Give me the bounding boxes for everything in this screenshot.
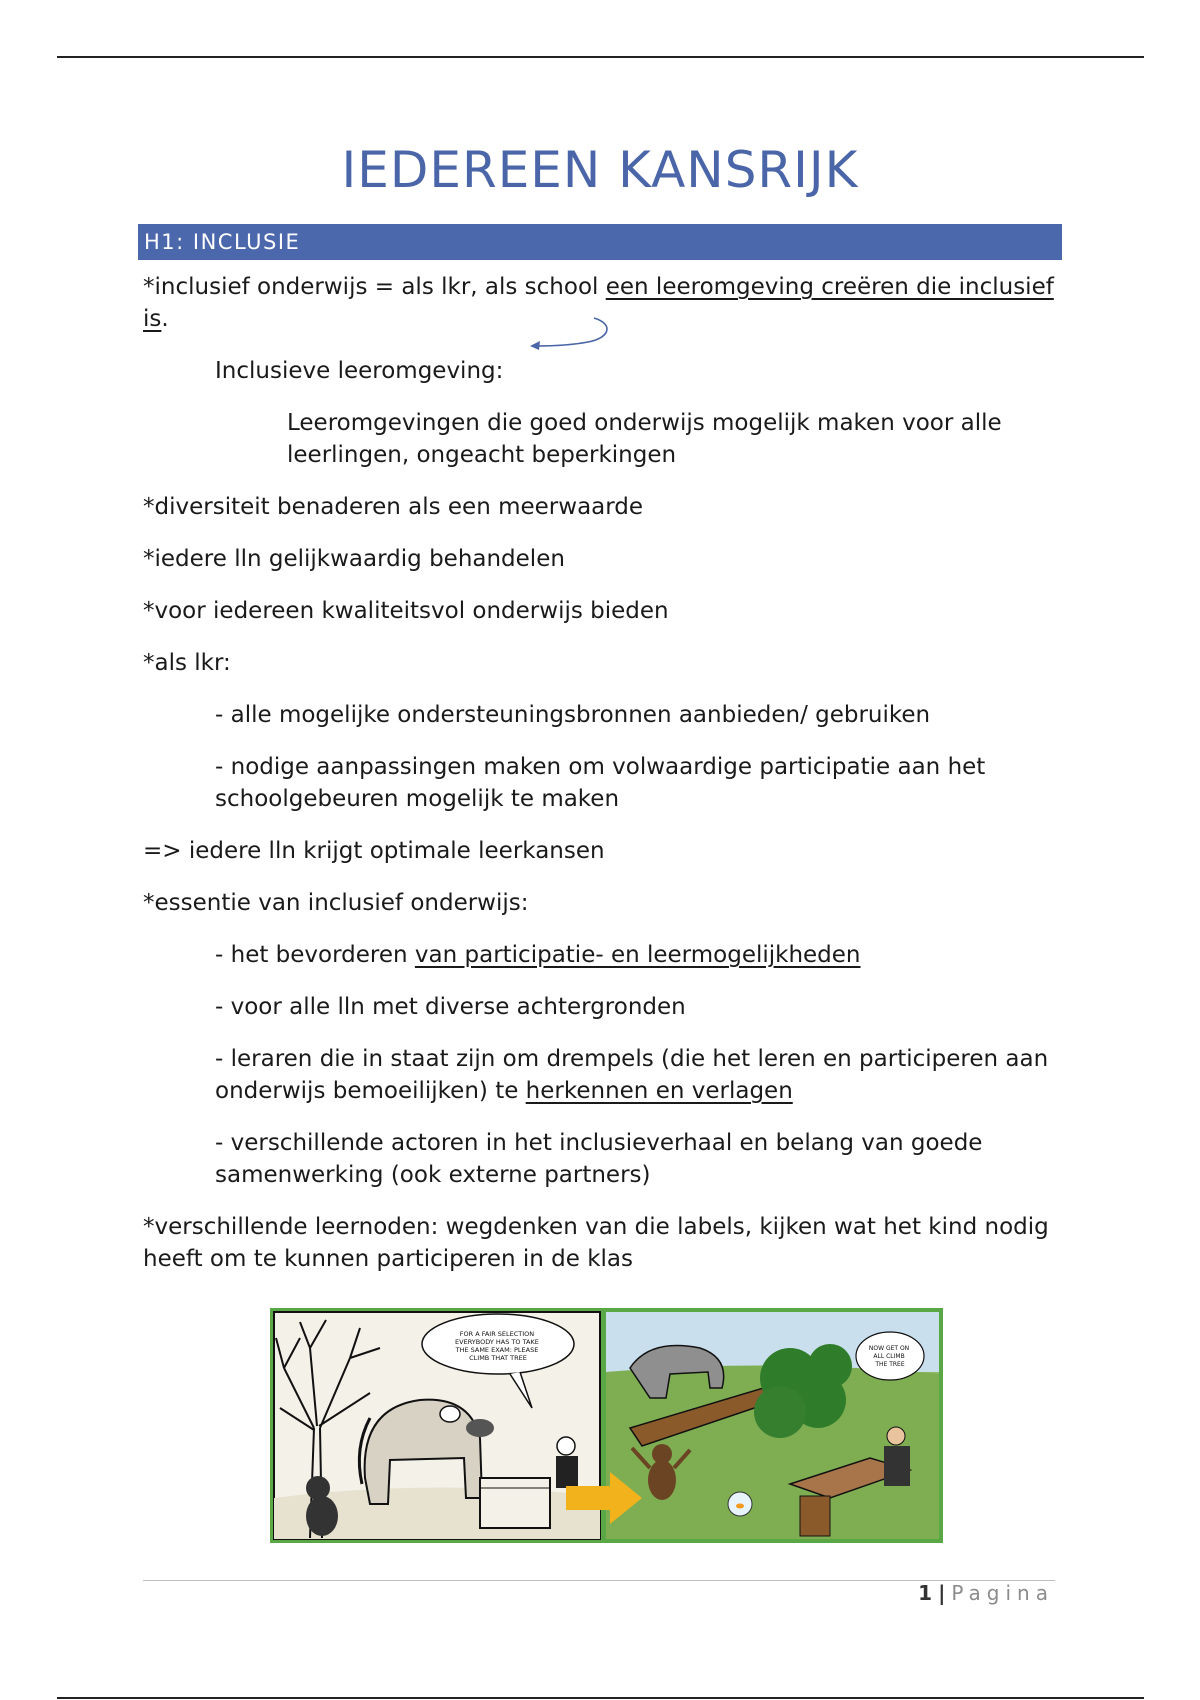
underlined-phrase: van participatie- en leermogelijkheden	[414, 942, 861, 968]
page-footer	[918, 1580, 1054, 1606]
underlined-phrase: herkennen en verlagen	[525, 1078, 793, 1104]
paragraph-conclusion: => iedere lln krijgt optimale leerkansen	[143, 838, 605, 864]
paragraph-bullet: *iedere lln gelijkwaardig behandelen	[143, 546, 565, 572]
page-separator: |	[938, 1581, 946, 1605]
paragraph-bullet: *diversiteit benaderen als een meerwaarde	[143, 494, 644, 520]
paragraph-definition: Leeromgevingen die goed onderwijs mogelijk maken voor alle leerlingen, ongeacht beperkingen	[287, 410, 1002, 468]
right-bubble-text: NOW GET ON ALL CLIMB THE TREE	[868, 1345, 910, 1368]
paragraph-dash-item: - leraren die in staat zijn om drempels (die het leren en participeren aan onderwijs bemoeilijken) te herkennen en verlagen	[215, 1046, 1049, 1104]
paragraph-bullet: *verschillende leernoden: wegdenken van die labels, kijken wat het kind nodig heeft om te kunnen participeren in de klas	[143, 1214, 1049, 1272]
header-rule	[57, 56, 1144, 58]
paragraph-bullet: *voor iedereen kwaliteitsvol onderwijs bieden	[143, 598, 669, 624]
paragraph-bullet: *essentie van inclusief onderwijs:	[143, 890, 529, 916]
paragraph-dash-item: - het bevorderen van participatie- en leermogelijkheden	[215, 942, 861, 968]
document-body	[143, 271, 1063, 1295]
bottom-rule	[57, 1697, 1144, 1699]
paragraph-dash-item: - voor alle lln met diverse achtergronden	[215, 994, 686, 1020]
paragraph-inclusief-onderwijs: *inclusief onderwijs = als lkr, als school een leeromgeving creëren die inclusief is.	[143, 274, 1054, 332]
document-title: IEDEREEN KANSRIJK	[341, 141, 859, 199]
paragraph-dash-item: - nodige aanpassingen maken om volwaardige participatie aan het schoolgebeuren mogelijk te maken	[215, 754, 986, 812]
paragraph-dash-item: - alle mogelijke ondersteuningsbronnen aanbieden/ gebruiken	[215, 702, 931, 728]
page-label: Pagina	[951, 1581, 1054, 1605]
paragraph-bullet: *als lkr:	[143, 650, 231, 676]
left-bubble-text: FOR A FAIR SELECTION EVERYBODY HAS TO TAKE THE SAME EXAM: PLEASE CLIMB THAT TREE	[455, 1330, 539, 1362]
cartoon-illustration	[270, 1308, 943, 1543]
section-heading: H1: INCLUSIE	[138, 224, 1062, 260]
underlined-phrase: een leeromgeving creëren die inclusief is	[143, 274, 1054, 332]
page-number: 1	[918, 1581, 933, 1605]
paragraph-dash-item: - verschillende actoren in het inclusieverhaal en belang van goede samenwerking (ook externe partners)	[215, 1130, 983, 1188]
paragraph-subheading: Inclusieve leeromgeving:	[215, 358, 504, 384]
